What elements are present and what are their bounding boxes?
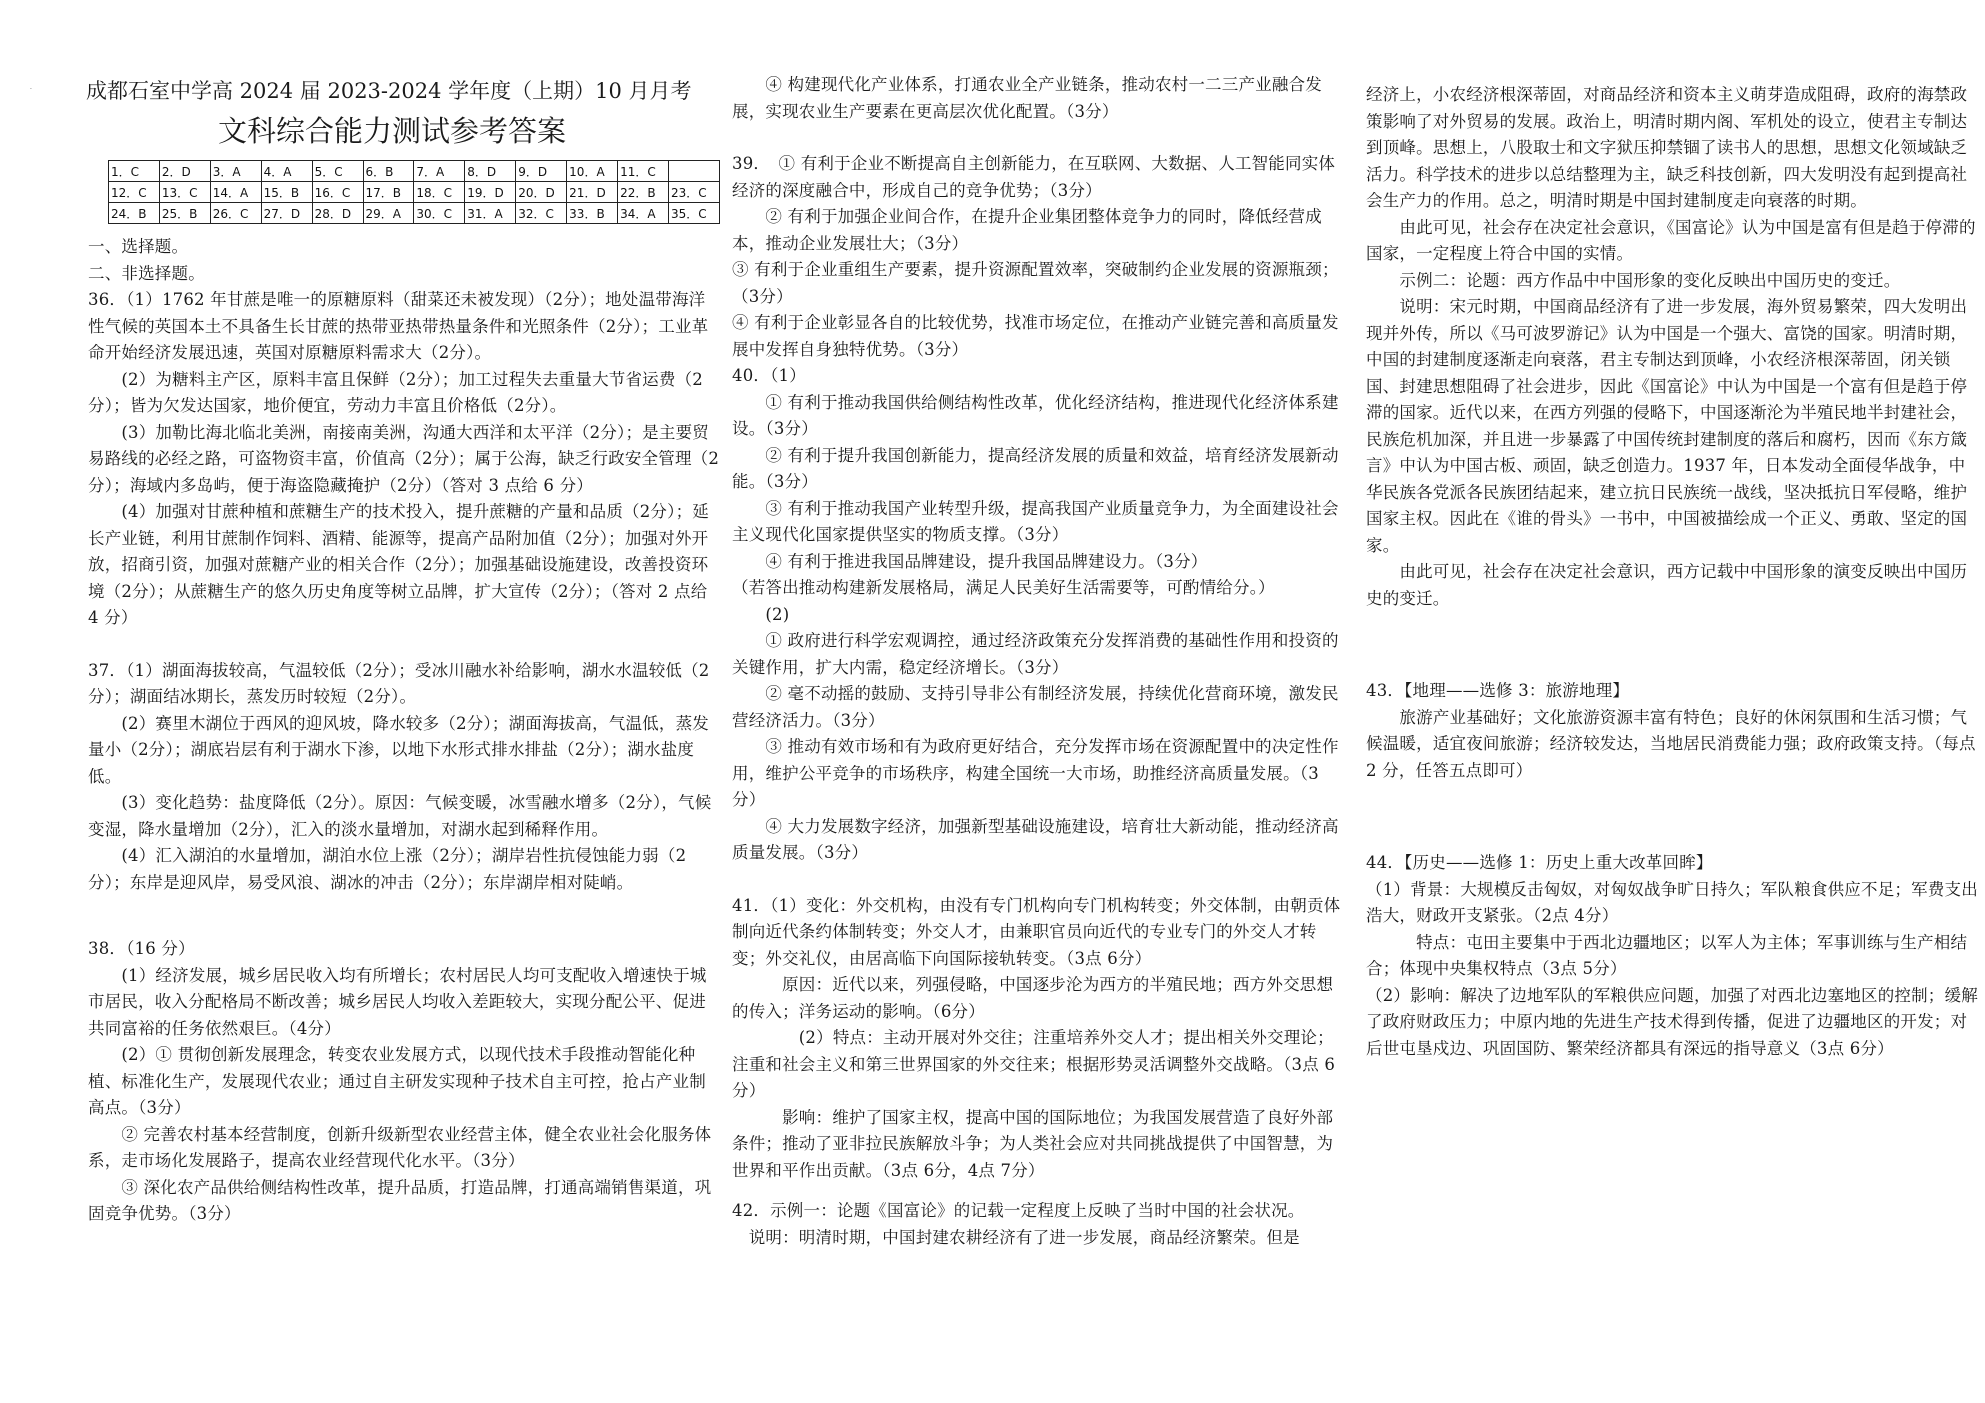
question-heading: (2) xyxy=(732,604,790,624)
stray-mark: · xyxy=(30,86,32,93)
answer-paragraph: 旅游产业基础好；文化旅游资源丰富有特色；良好的休闲氛围和生活习惯；气候温暖，适宜夜间旅游；经济较发达，当地居民消费能力强；政府政策支持。（每点 2 分，任答五点即可） xyxy=(1366,707,1982,780)
answer-paragraph: ④ 构建现代化产业体系，打通农业全产业链条，推动农村一二三产业融合发展，实现农业生产要素在更高层次优化配置。（3分） xyxy=(732,75,1322,121)
answer-paragraph: ② 有利于加强企业间合作，在提升企业集团整体竞争力的同时，降低经营成本，推动企业发展壮大；（3分） xyxy=(732,207,1322,253)
document-title: 文科综合能力测试参考答案 xyxy=(218,114,567,148)
answer-cell: 7．A xyxy=(414,161,465,182)
answer-cell: 26．C xyxy=(210,203,261,224)
answer-paragraph: (2）特点：主动开展对外交往；注重培养外交人才；提出相关外交理论；注重和社会主义和第三世界国家的外交往来；根据形势灵活调整外交战略。（3点 6分） xyxy=(732,1028,1336,1100)
table-row xyxy=(109,203,720,224)
answer-paragraph: (2）① 贯彻创新发展理念，转变农业发展方式，以现代技术手段推动智能化种植、标准化生产，发展现代农业；通过自主研发实现种子技术自主可控，抢占产业制高点。（3分） xyxy=(88,1045,706,1117)
answer-paragraph: 37．（1）湖面海拔较高，气温较低（2分）；受冰川融水补给影响，湖水水温较低（2分）；湖面结冰期长，蒸发历时较短（2分）。 xyxy=(88,660,710,706)
answer-paragraph: (3）加勒比海北临北美洲，南接南美洲，沟通大西洋和太平洋（2分）；是主要贸易路线的必经之路，可盗物资丰富，价值高（2分）；属于公海，缺乏行政安全管理（2分）；海域内多岛屿，便于海盗隐藏掩护（2分）（答对 3 点给 6 分） xyxy=(88,422,720,495)
answer-cell: 8．D xyxy=(465,161,516,182)
answer-paragraph: ④ 有利于企业彰显各自的比较优势，找准市场定位，在推动产业链完善和高质量发展中发挥自身独特优势。（3分） xyxy=(732,313,1339,359)
answer-paragraph: ③ 有利于推动我国产业转型升级，提高我国产业质量竞争力，为全面建设社会主义现代化国家提供坚实的物质支撑。（3分） xyxy=(732,498,1339,544)
answer-paragraph: (4）加强对甘蔗种植和蔗糖生产的技术投入，提升蔗糖的产量和品质（2分）；延长产业链，利用甘蔗制作饲料、酒精、能源等，提高产品附加值（2分）；加强对外开放，招商引资，加强对蔗糖产业的相关合作（2分）；加强基础设施建设，改善投资环境（2分）；从蔗糖生产的悠久历史角度等树立品牌，扩大宣传（2分）；（答对 2 点给 4 分） xyxy=(88,502,713,627)
answer-paragraph: (1）经济发展，城乡居民收入均有所增长；农村居民人均可支配收入增速快于城市居民，收入分配格局不断改善；城乡居民人均收入差距较大，实现分配公平、促进共同富裕的任务依然艰巨。（4分） xyxy=(88,965,707,1038)
answer-cell: 9．D xyxy=(516,161,567,182)
answer-cell: 16．C xyxy=(312,182,363,203)
answer-paragraph: ① 政府进行科学宏观调控，通过经济政策充分发挥消费的基础性作用和投资的关键作用，扩大内需，稳定经济增长。（3分） xyxy=(732,631,1339,677)
answer-cell: 22．B xyxy=(618,182,669,203)
answer-paragraph: 影响：维护了国家主权，提高中国的国际地位；为我国发展营造了良好外部条件；推动了亚非拉民族解放斗争；为人类社会应对共同挑战提供了中国智慧，为世界和平作出贡献。（3点 6分，4点 7分） xyxy=(732,1107,1334,1180)
answer-paragraph: 41．（1）变化：外交机构，由没有专门机构向专门机构转变；外交体制，由朝贡体制向近代条约体制转变；外交人才，由兼职官员向近代的专业专门的外交人才转变；外交礼仪，由居高临下向国际接轨转变。（3点 6分） xyxy=(732,895,1341,968)
answer-paragraph: ④ 有利于推进我国品牌建设，提升我国品牌建设力。（3分） xyxy=(732,551,1208,571)
section-heading: 二、非选择题。 xyxy=(88,263,205,283)
table-row xyxy=(109,182,720,203)
answer-cell: 21．D xyxy=(567,182,618,203)
answer-paragraph: ① 有利于推动我国供给侧结构性改革，优化经济结构，推进现代化经济体系建设。（3分） xyxy=(732,392,1339,438)
answer-cell: 4．A xyxy=(261,161,312,182)
column-left xyxy=(88,76,720,1228)
answer-paragraph: （2）影响：解决了边地军队的军粮供应问题，加强了对西北边塞地区的控制；缓解了政府财政压力；中原内地的先进生产技术得到传播，促进了边疆地区的开发；对后世屯垦戍边、巩固国防、繁荣经济都具有深远的指导意义（3点 6分） xyxy=(1366,985,1978,1058)
answer-cell: 33．B xyxy=(567,203,618,224)
answer-paragraph: 39． ① 有利于企业不断提高自主创新能力，在互联网、大数据、人工智能同实体经济的深度融合中，形成自己的竞争优势；（3分） xyxy=(732,154,1336,200)
answer-paragraph: 经济上，小农经济根深蒂固，对商品经济和资本主义萌芽造成阻碍，政府的海禁政策影响了对外贸易的发展。政治上，明清时期内阁、军机处的设立，使君主专制达到顶峰。思想上，八股取士和文字狱压抑禁锢了读书人的思想，思想文化领域缺乏活力。科学技术的进步以总结整理为主，缺乏科技创新，四大发明没有起到提高社会生产力的作用。总之，明清时期是中国封建制度走向衰落的时期。 xyxy=(1366,85,1968,210)
answer-cell: 17．B xyxy=(363,182,414,203)
column-right xyxy=(1366,82,1980,1062)
answer-paragraph: (2）为糖料主产区，原料丰富且保鲜（2分）；加工过程失去重量大节省运费（2分）；皆为欠发达国家，地价便宜，劳动力丰富且价格低（2分）。 xyxy=(88,369,703,415)
answer-cell: 28．D xyxy=(312,203,363,224)
answer-cell: 29．A xyxy=(363,203,414,224)
answer-paragraph: (3）变化趋势：盐度降低（2分）。原因：气候变暖，冰雪融水增多（2分），气候变湿，降水量增加（2分），汇入的淡水量增加，对湖水起到稀释作用。 xyxy=(88,793,712,839)
answer-paragraph: 原因：近代以来，列强侵略，中国逐步沦为西方的半殖民地；西方外交思想的传入；洋务运动的影响。（6分） xyxy=(732,975,1334,1021)
answer-cell: 1．C xyxy=(109,161,160,182)
answer-cell: 12．C xyxy=(109,182,160,203)
answer-paragraph: 由此可见，社会存在决定社会意识，《国富论》认为中国是富有但是趋于停滞的国家，一定程度上符合中国的实情。 xyxy=(1366,217,1976,263)
answer-cell: 18．C xyxy=(414,182,465,203)
answer-cell: 34．A xyxy=(618,203,669,224)
answer-cell: 6．B xyxy=(363,161,414,182)
answer-cell: 20．D xyxy=(516,182,567,203)
answer-paragraph: ② 完善农村基本经营制度，创新升级新型农业经营主体，健全农业社会化服务体系，走市场化发展路子，提高农业经营现代化水平。（3分） xyxy=(88,1124,712,1170)
answer-paragraph: (4）汇入湖泊的水量增加，湖泊水位上涨（2分）；湖岸岩性抗侵蚀能力弱（2分）；东岸是迎风岸，易受风浪、湖冰的冲击（2分）；东岸湖岸相对陡峭。 xyxy=(88,846,687,892)
exam-title: 成都石室中学高 2024 届 2023-2024 学年度（上期）10 月月考 xyxy=(86,79,692,103)
answer-cell: 13．C xyxy=(159,182,210,203)
table-row xyxy=(109,161,720,182)
question-heading: 44．【历史——选修 1：历史上重大改革回眸】 xyxy=(1366,853,1713,872)
answer-paragraph: ③ 深化农产品供给侧结构性改革，提升品质，打造品牌，打通高端销售渠道，巩固竞争优势。（3分） xyxy=(88,1177,712,1223)
answer-note: （若答出推动构建新发展格局，满足人民美好生活需要等，可酌情给分。） xyxy=(732,578,1275,597)
answer-cell: 31．A xyxy=(465,203,516,224)
answer-cell: 11．C xyxy=(618,161,669,182)
answer-cell: 35．C xyxy=(669,203,720,224)
column-middle xyxy=(732,72,1344,1251)
answer-cell: 15．B xyxy=(261,182,312,203)
answer-cell: 14．A xyxy=(210,182,261,203)
answer-cell: 24．B xyxy=(109,203,160,224)
question-heading: 40．（1） xyxy=(732,366,806,385)
answer-cell: 30．C xyxy=(414,203,465,224)
answer-cell: 2．D xyxy=(159,161,210,182)
section-heading: 一、选择题。 xyxy=(88,237,189,256)
answer-cell: 23．C xyxy=(669,182,720,203)
answer-paragraph: （1）背景：大规模反击匈奴，对匈奴战争旷日持久；军队粮食供应不足；军费支出浩大，财政开支紧张。（2点 4分） xyxy=(1366,879,1978,925)
answer-paragraph: 说明：明清时期，中国封建农耕经济有了进一步发展，商品经济繁荣。但是 xyxy=(732,1227,1300,1247)
answer-paragraph: 由此可见，社会存在决定社会意识，西方记载中中国形象的演变反映出中国历史的变迁。 xyxy=(1366,562,1968,608)
answer-cell: 5．C xyxy=(312,161,363,182)
answer-cell: 19．D xyxy=(465,182,516,203)
answer-paragraph: ② 有利于提升我国创新能力，提高经济发展的质量和效益，培育经济发展新动能。（3分） xyxy=(732,445,1339,491)
answer-paragraph: (2）赛里木湖位于西风的迎风坡，降水较多（2分）；湖面海拔高，气温低，蒸发量小（2分）；湖底岩层有利于湖水下渗，以地下水形式排水排盐（2分）；湖水盐度低。 xyxy=(88,713,709,786)
answer-paragraph: 说明：宋元时期，中国商品经济有了进一步发展，海外贸易繁荣，四大发明出现并外传，所以《马可波罗游记》认为中国是一个强大、富饶的国家。明清时期，中国的封建制度逐渐走向衰落，君主专制达到顶峰，小农经济根深蒂固，闭关锁国、封建思想阻碍了社会进步，因此《国富论》中认为中国是一个富有但是趋于停滞的国家。近代以来，在西方列强的侵略下，中国逐渐沦为半殖民地半封建社会，民族危机加深，并且进一步暴露了中国传统封建制度的落后和腐朽，因而《东方箴言》中认为中国古板、顽固，缺乏创造力。1937 年，日本发动全面侵华战争，中华民族各党派各民族团结起来，建立抗日民族统一战线，坚决抵抗日军侵略，维护国家主权。因此在《谁的骨头》一书中，中国被描绘成一个正义、勇敢、坚定的国家。 xyxy=(1366,297,1968,555)
answer-paragraph: 36．（1）1762 年甘蔗是唯一的原糖原料（甜菜还未被发现）（2分）；地处温带海洋性气候的英国本土不具备生长甘蔗的热带亚热带热量条件和光照条件（2分）；工业革命开始经济发展迅速，英国对原糖原料需求大（2分）。 xyxy=(88,290,709,362)
answer-paragraph: 示例二：论题：西方作品中中国形象的变化反映出中国历史的变迁。 xyxy=(1366,270,1901,290)
answer-paragraph: ③ 有利于企业重组生产要素，提升资源配置效率，突破制约企业发展的资源瓶颈；（3分） xyxy=(732,260,1339,306)
answer-cell: 3．A xyxy=(210,161,261,182)
answer-cell: 32．C xyxy=(516,203,567,224)
answer-paragraph: 42．示例一：论题《国富论》的记载一定程度上反映了当时中国的社会状况。 xyxy=(732,1201,1305,1220)
answer-paragraph: 特点：屯田主要集中于西北边疆地区；以军人为主体；军事训练与生产相结合；体现中央集权特点（3点 5分） xyxy=(1366,932,1968,978)
answer-cell: 25．B xyxy=(159,203,210,224)
answer-paragraph: ③ 推动有效市场和有为政府更好结合，充分发挥市场在资源配置中的决定性作用，维护公平竞争的市场秩序，构建全国统一大市场，助推经济高质量发展。（3分） xyxy=(732,737,1339,809)
question-heading: 43．【地理——选修 3：旅游地理】 xyxy=(1366,681,1630,700)
answer-cell xyxy=(669,161,720,182)
answer-paragraph: ④ 大力发展数字经济，加强新型基础设施建设，培育壮大新动能，推动经济高质量发展。（3分） xyxy=(732,816,1339,862)
answer-cell: 27．D xyxy=(261,203,312,224)
question-heading: 38．（16 分） xyxy=(88,939,195,958)
answer-cell: 10．A xyxy=(567,161,618,182)
answer-paragraph: ② 毫不动摇的鼓励、支持引导非公有制经济发展，持续优化营商环境，激发民营经济活力。（3分） xyxy=(732,684,1339,730)
answer-key-table xyxy=(108,160,720,224)
